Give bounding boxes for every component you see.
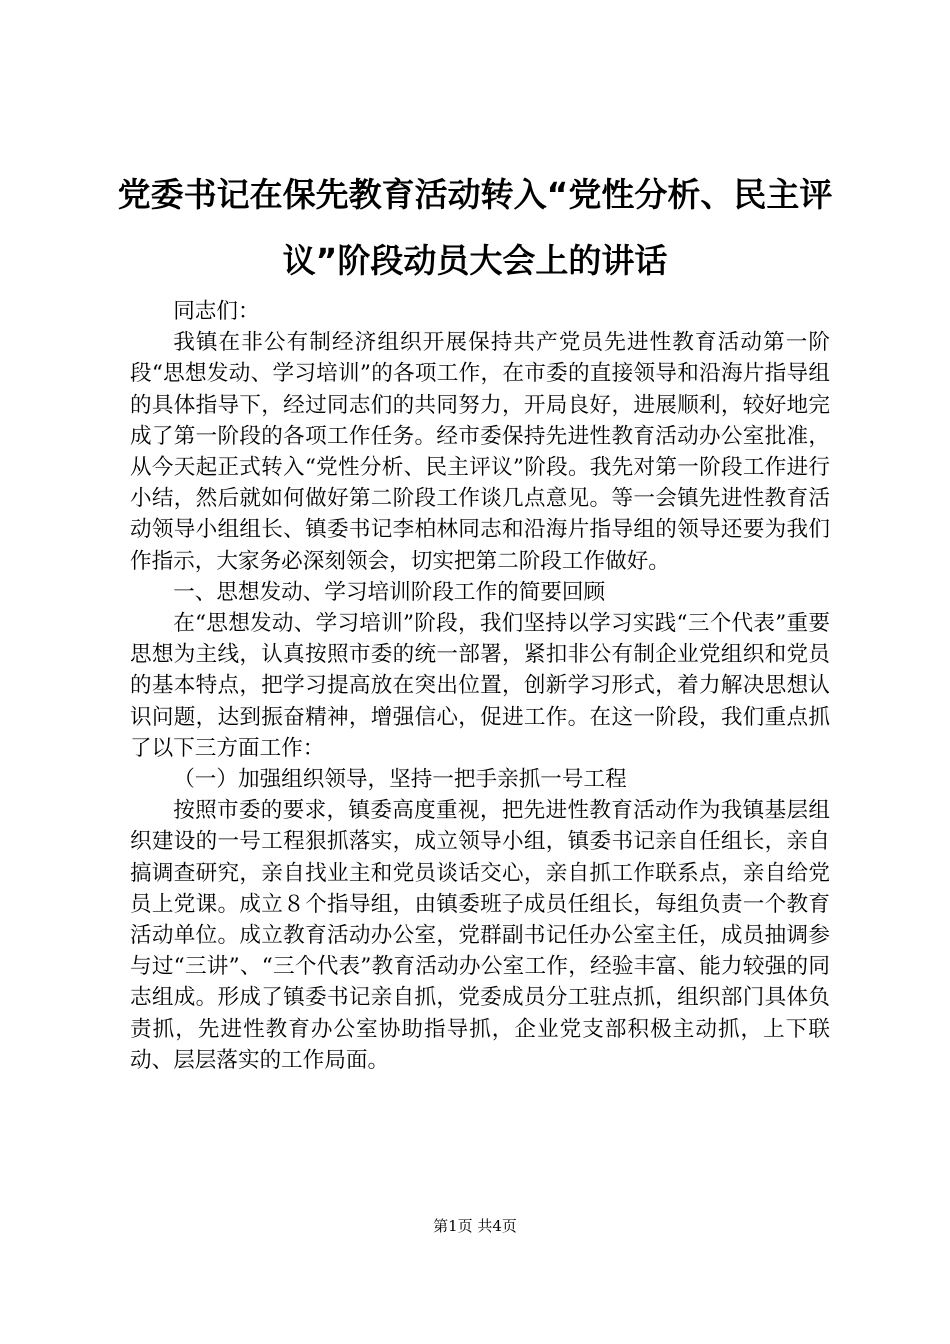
document-body — [130, 296, 830, 1076]
subsection-heading: （一）加强组织领导，坚持一把手亲抓一号工程 — [173, 767, 627, 793]
paragraph-intro: 我镇在非公有制经济组织开展保持共产党员先进性教育活动第一阶段“思想发动、学习培训”的各项工作，在市委的直接领导和沿海片指导组的具体指导下，经过同志们的共同努力，开局良好，进展顺利，较好地完成了第一阶段的各项工作任务。经市委保持先进性教育活动办公室批准，从今天起正式转入“党性分析、民主评议”阶段。我先对第一阶段工作进行小结，然后就如何做好第二阶段工作谈几点意见。等一会镇先进性教育活动领导小组组长、镇委书记李柏林同志和沿海片指导组的领导还要为我们作指示，大家务必深刻领会，切实把第二阶段工作做好。 — [130, 330, 830, 574]
paragraph-leadership: 按照市委的要求，镇委高度重视，把先进性教育活动作为我镇基层组织建设的一号工程狠抓落实，成立领导小组，镇委书记亲自任组长，亲自搞调查研究，亲自找业主和党员谈话交心，亲自抓工作联系点，亲自给党员上党课。成立８个指导组，由镇委班子成员任组长，每组负责一个教育活动单位。成立教育活动办公室，党群副书记任办公室主任，成员抽调参与过“三讲”、“三个代表”教育活动办公室工作，经验丰富、能力较强的同志组成。形成了镇委书记亲自抓，党委成员分工驻点抓，组织部门具体负责抓，先进性教育办公室协助指导抓，企业党支部积极主动抓，上下联动、层层落实的工作局面。 — [130, 798, 830, 1073]
salutation: 同志们： — [173, 299, 260, 324]
section-heading: 一、思想发动、学习培训阶段工作的简要回顾 — [173, 579, 606, 605]
document-title: 党委书记在保先教育活动转入“党性分析、民主评议”阶段动员大会上的讲话 — [117, 175, 833, 280]
page-footer: 第1页 共4页 — [433, 1217, 517, 1235]
paragraph-review: 在“思想发动、学习培训”阶段，我们坚持以学习实践“三个代表”重要思想为主线，认真按照市委的统一部署，紧扣非公有制企业党组织和党员的基本特点，把学习提高放在突出位置，创新学习形式，着力解决思想认识问题，达到振奋精神，增强信心，促进工作。在这一阶段，我们重点抓了以下三方面工作： — [130, 611, 830, 761]
